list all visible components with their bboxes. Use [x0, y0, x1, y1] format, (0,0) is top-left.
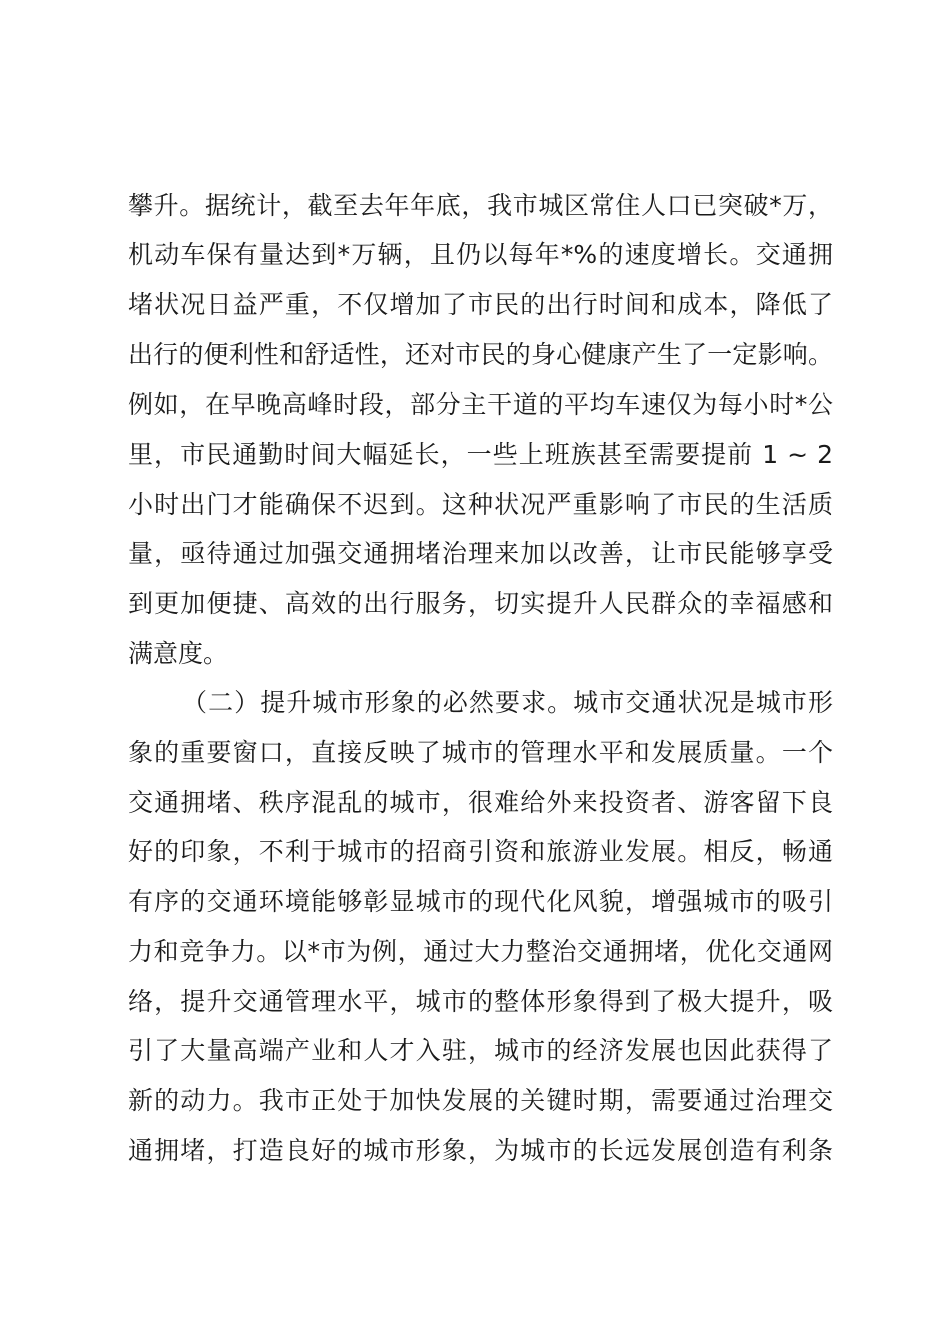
text-line: 新的动力。我市正处于加快发展的关键时期，需要通过治理交	[128, 1086, 833, 1115]
text-line: 象的重要窗口，直接反映了城市的管理水平和发展质量。一个	[128, 738, 833, 767]
text-line: 里，市民通勤时间大幅延长，一些上班族甚至需要提前 1 ~ 2	[128, 440, 833, 469]
text-line: 例如，在早晚高峰时段，部分主干道的平均车速仅为每小时*公	[128, 390, 833, 419]
section-heading-line: （二）提升城市形象的必然要求。城市交通状况是城市形	[182, 688, 833, 717]
text-line: 堵状况日益严重，不仅增加了市民的出行时间和成本，降低了	[128, 290, 833, 319]
text-line: 机动车保有量达到*万辆，且仍以每年*%的速度增长。交通拥	[128, 240, 833, 269]
text-line: 有序的交通环境能够彰显城市的现代化风貌，增强城市的吸引	[128, 887, 833, 916]
text-line: 量，亟待通过加强交通拥堵治理来加以改善，让市民能够享受	[128, 539, 833, 568]
text-line: 出行的便利性和舒适性，还对市民的身心健康产生了一定影响。	[128, 340, 833, 369]
text-line: 到更加便捷、高效的出行服务，切实提升人民群众的幸福感和	[128, 589, 833, 618]
text-line: 好的印象，不利于城市的招商引资和旅游业发展。相反，畅通	[128, 837, 833, 866]
text-line: 交通拥堵、秩序混乱的城市，很难给外来投资者、游客留下良	[128, 788, 833, 817]
text-line: 攀升。据统计，截至去年年底，我市城区常住人口已突破*万，	[128, 191, 833, 220]
text-line: 络，提升交通管理水平，城市的整体形象得到了极大提升，吸	[128, 987, 833, 1016]
text-line: 小时出门才能确保不迟到。这种状况严重影响了市民的生活质	[128, 490, 833, 519]
text-line: 满意度。	[128, 639, 229, 668]
text-line: 力和竞争力。以*市为例，通过大力整治交通拥堵，优化交通网	[128, 937, 833, 966]
text-line: 引了大量高端产业和人才入驻，城市的经济发展也因此获得了	[128, 1036, 833, 1065]
text-line: 通拥堵，打造良好的城市形象，为城市的长远发展创造有利条	[128, 1136, 833, 1165]
